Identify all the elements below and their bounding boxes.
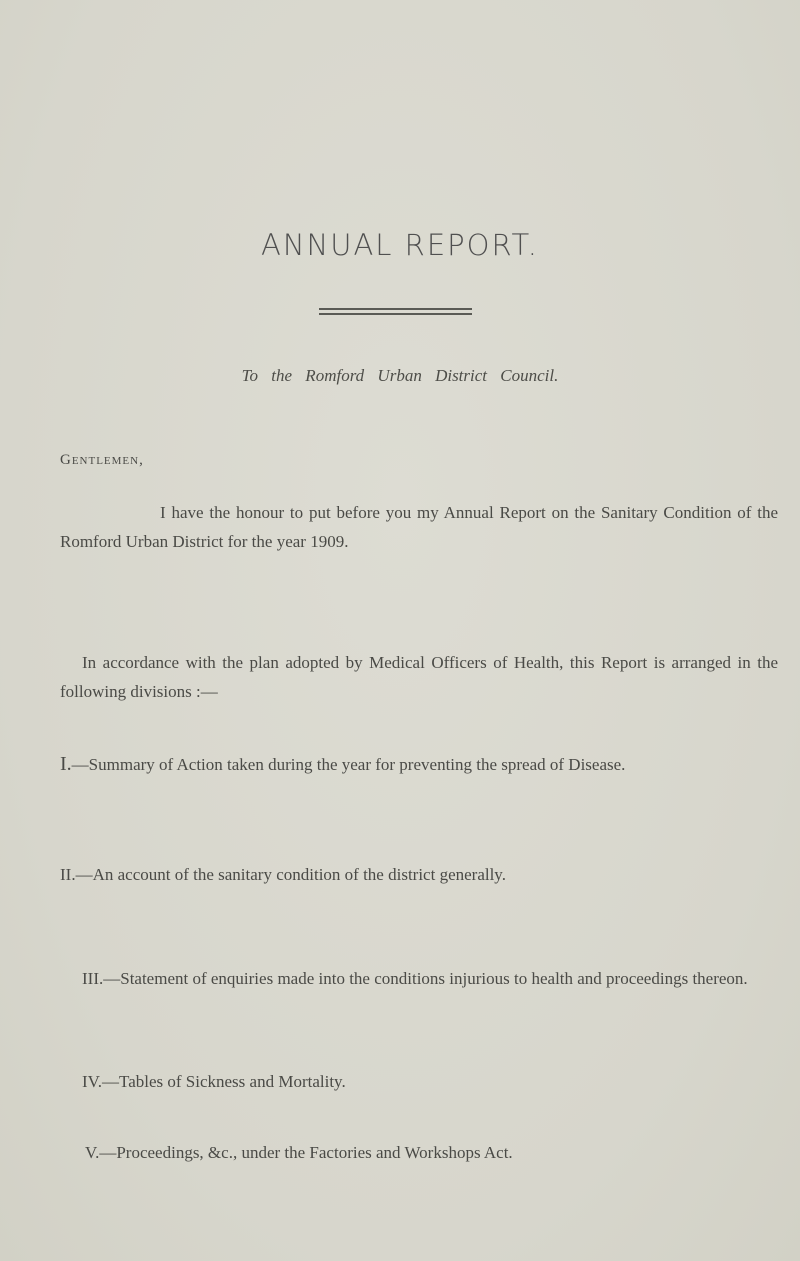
division-text: —Statement of enquiries made into the conditions injurious to health and proceedings thereon. [103,969,748,988]
division-item-4 [60,1067,778,1096]
division-text: —Proceedings, &c., under the Factories and Workshops Act. [99,1143,513,1162]
division-item-5 [60,1138,778,1167]
division-item-2 [60,860,778,889]
division-item-1 [60,750,778,779]
division-text: —Tables of Sickness and Mortality. [102,1072,346,1091]
title-double-rule-bottom [319,313,472,315]
division-text: —An account of the sanitary condition of the district generally. [75,865,506,884]
division-numeral: IV. [82,1072,102,1091]
division-item-3 [60,964,778,993]
division-numeral: II. [60,865,76,884]
addressee-line: To the Romford Urban District Council. [241,366,559,385]
division-numeral: V. [85,1143,100,1162]
report-title: ANNUAL REPORT. [261,228,539,262]
plan-paragraph: In accordance with the plan adopted by Medical Officers of Health, this Report is arranged in the following divisions :— [60,653,778,701]
intro-paragraph: I have the honour to put before you my Annual Report on the Sanitary Condition of the Romford Urban District for the year 1909. [60,503,778,551]
title-double-rule-top [319,308,472,310]
division-numeral: III. [82,969,104,988]
division-text: —Summary of Action taken during the year for preventing the spread of Disease. [71,755,626,774]
salutation: Gentlemen, [60,452,144,468]
division-numeral: I. [60,753,72,775]
